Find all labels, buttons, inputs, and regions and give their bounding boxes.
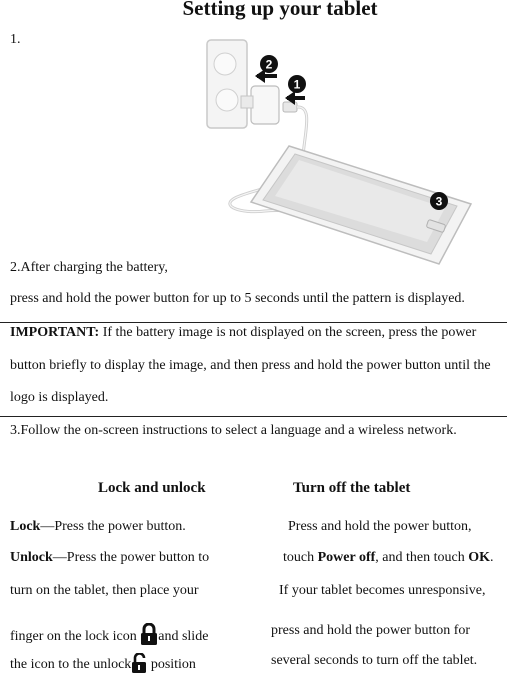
important-label: IMPORTANT: (10, 325, 100, 340)
lock-line (10, 519, 186, 535)
power-off-heading: Turn off the tablet (293, 480, 411, 496)
power-off-label: Power off (317, 550, 376, 565)
power-line-2-text-a: touch (283, 550, 318, 565)
power-line-2 (283, 550, 493, 566)
svg-text:3: 3 (435, 194, 443, 209)
lock-line-3: turn on the tablet, then place your (10, 583, 199, 598)
important-text-1: If the battery image is not displayed on the screen, press the power (99, 325, 477, 340)
svg-text:2: 2 (265, 57, 273, 72)
divider-bottom (0, 416, 507, 417)
important-line-1 (10, 325, 476, 341)
step-1-number: 1. (10, 32, 21, 47)
callout-2-icon (260, 55, 278, 73)
lock-line-4 (10, 623, 208, 645)
step-2-line-1: 2.After charging the battery, (10, 260, 168, 275)
unlock-label: Unlock (10, 550, 53, 565)
unlock-icon (131, 653, 147, 673)
lock-line-5-text-a: the icon to the unlock (10, 657, 132, 672)
lock-icon (140, 623, 158, 645)
lock-heading: Lock and unlock (98, 480, 206, 496)
lock-text: —Press the power button. (40, 519, 186, 534)
step-3: 3.Follow the on-screen instructions to select a language and a wireless network. (10, 423, 457, 438)
svg-text:1: 1 (293, 77, 301, 92)
power-line-2-text-e: . (489, 550, 494, 565)
power-line-5: several seconds to turn off the tablet. (271, 653, 478, 668)
power-line-2-text-c: , and then touch (375, 550, 469, 565)
lock-line-4-text-b: and slide (158, 629, 209, 644)
lock-line-5 (10, 653, 196, 673)
lock-line-4-text-a: finger on the lock icon (10, 629, 141, 644)
power-line-4: press and hold the power button for (271, 623, 471, 638)
important-line-2: button briefly to display the image, and then press and hold the power button until the (10, 358, 491, 373)
unlock-line (10, 550, 209, 566)
callout-1-icon (288, 75, 306, 93)
charging-illustration (195, 36, 485, 268)
power-line-3: If your tablet becomes unresponsive, (279, 583, 486, 598)
unlock-text: —Press the power button to (52, 550, 210, 565)
power-line-1: Press and hold the power button, (288, 519, 472, 534)
callout-3-icon (430, 192, 448, 210)
charger-adapter (251, 86, 279, 124)
divider-top (0, 322, 507, 323)
step-2-line-2: press and hold the power button for up to 5 seconds until the pattern is displayed. (10, 291, 465, 306)
page-title: Setting up your tablet (182, 0, 378, 20)
ok-label: OK (468, 550, 490, 565)
lock-label: Lock (10, 519, 41, 534)
lock-line-5-text-b: position (147, 657, 196, 672)
important-line-3: logo is displayed. (10, 390, 109, 405)
